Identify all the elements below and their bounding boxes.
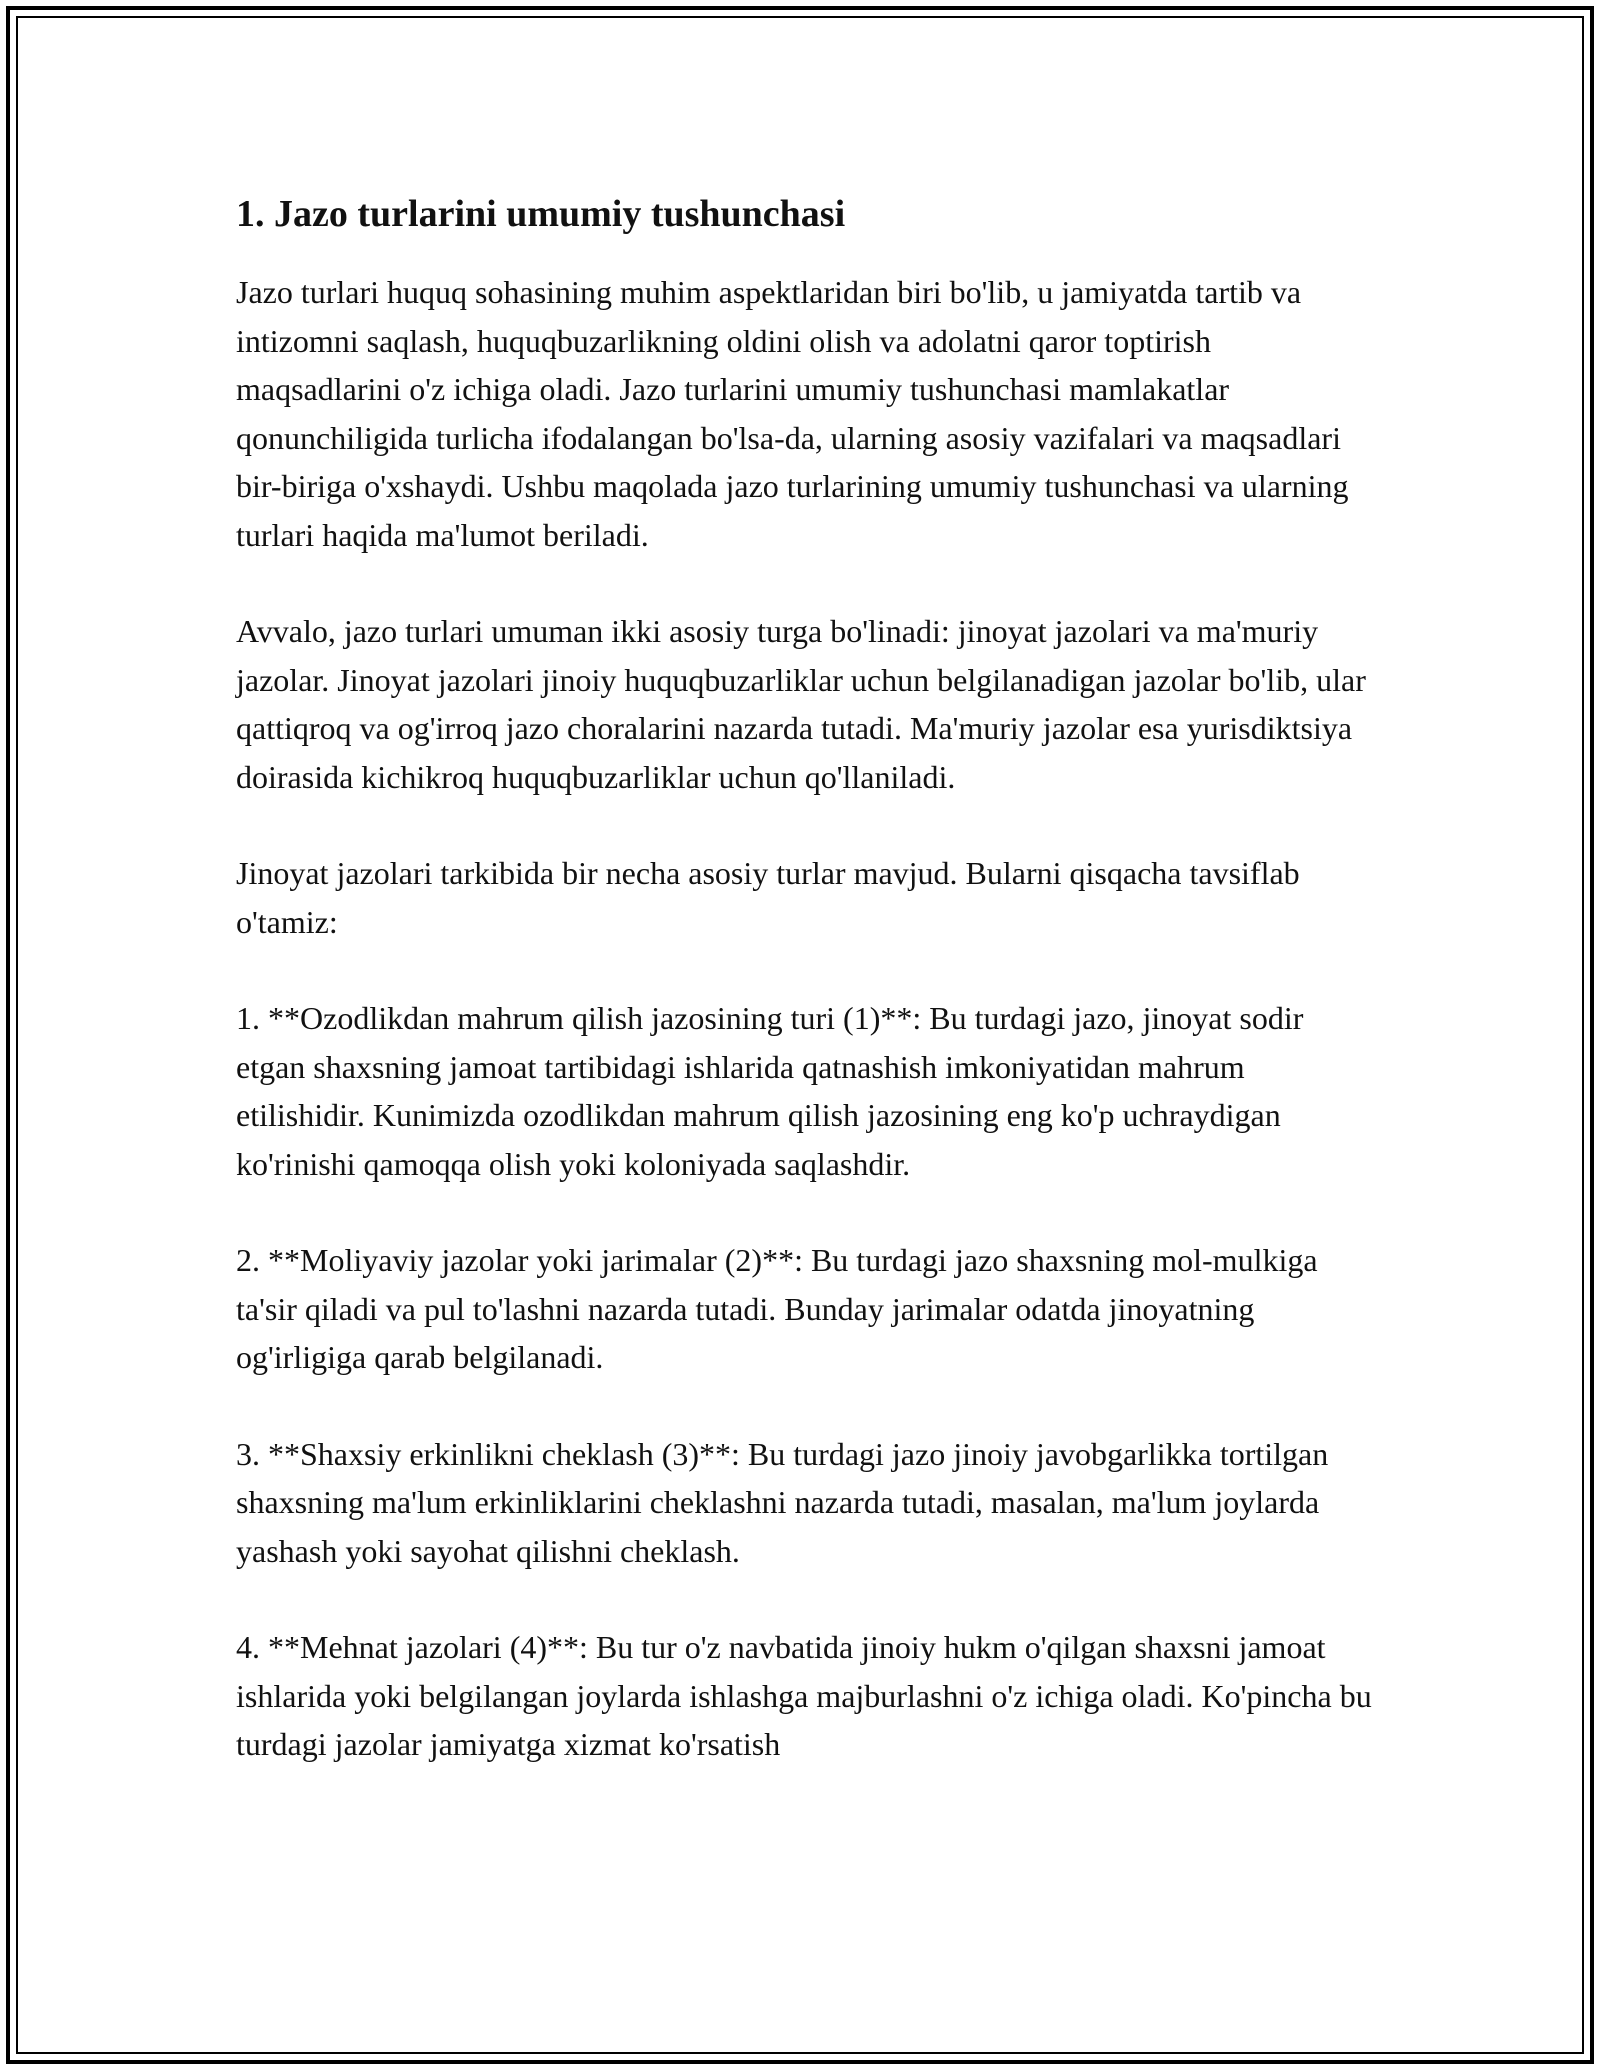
list-item-3: 3. **Shaxsiy erkinlikni cheklash (3)**: Bu turdagi jazo jinoiy javobgarlikka tortilgan shaxsning ma'lum erkinliklarini cheklashni nazarda tutadi, masalan, ma'lum joylarda yashash yoki sayohat qilishni cheklash. [236, 1435, 1329, 1569]
document-body [236, 188, 1376, 1817]
list-item-1: 1. **Ozodlikdan mahrum qilish jazosining turi (1)**: Bu turdagi jazo, jinoyat sodir etgan shaxsning jamoat tartibidagi ishlarida qatnashish imkoniyatidan mahrum etilishidir. Kunimizda ozodlikdan mahrum qilish jazosining eng ko'p uchraydigan ko'rinishi qamoqqa olish yoki koloniyada saqlashdir. [236, 1000, 1304, 1182]
section-heading: 1. Jazo turlarini umumiy tushunchasi [236, 193, 846, 235]
paragraph-intro: Jazo turlari huquq sohasining muhim aspektlaridan biri bo'lib, u jamiyatda tartib va intizomni saqlash, huquqbuzarlikning oldini olish va adolatni qaror toptirish maqsadlarini o'z ichiga oladi. Jazo turlarini umumiy tushunchasi mamlakatlar qonunchiligida turlicha ifodalangan bo'lsa-da, ularning asosiy vazifalari va maqsadlari bir-biriga o'xshaydi. Ushbu maqolada jazo turlarining umumiy tushunchasi va ularning turlari haqida ma'lumot beriladi. [236, 274, 1349, 553]
paragraph-criminal-types-lead: Jinoyat jazolari tarkibida bir necha asosiy turlar mavjud. Bularni qisqacha tavsiflab o'tamiz: [236, 855, 1300, 940]
paragraph-types-overview: Avvalo, jazo turlari umuman ikki asosiy turga bo'linadi: jinoyat jazolari va ma'muriy jazolar. Jinoyat jazolari jinoiy huquqbuzarliklar uchun belgilanadigan jazolar bo'lib, ular qattiqroq va og'irroq jazo choralarini nazarda tutadi. Ma'muriy jazolar esa yurisdiktsiya doirasida kichikroq huquqbuzarliklar uchun qo'llaniladi. [236, 613, 1366, 795]
list-item-2: 2. **Moliyaviy jazolar yoki jarimalar (2)**: Bu turdagi jazo shaxsning mol-mulkiga ta'sir qiladi va pul to'lashni nazarda tutadi. Bunday jarimalar odatda jinoyatning og'irligiga qarab belgilanadi. [236, 1242, 1318, 1375]
list-item-4: 4. **Mehnat jazolari (4)**: Bu tur o'z navbatida jinoiy hukm o'qilgan shaxsni jamoat ishlarida yoki belgilangan joylarda ishlashga majburlashni o'z ichiga oladi. Ko'pincha bu turdagi jazolar jamiyatga xizmat ko'rsatish [236, 1629, 1372, 1762]
